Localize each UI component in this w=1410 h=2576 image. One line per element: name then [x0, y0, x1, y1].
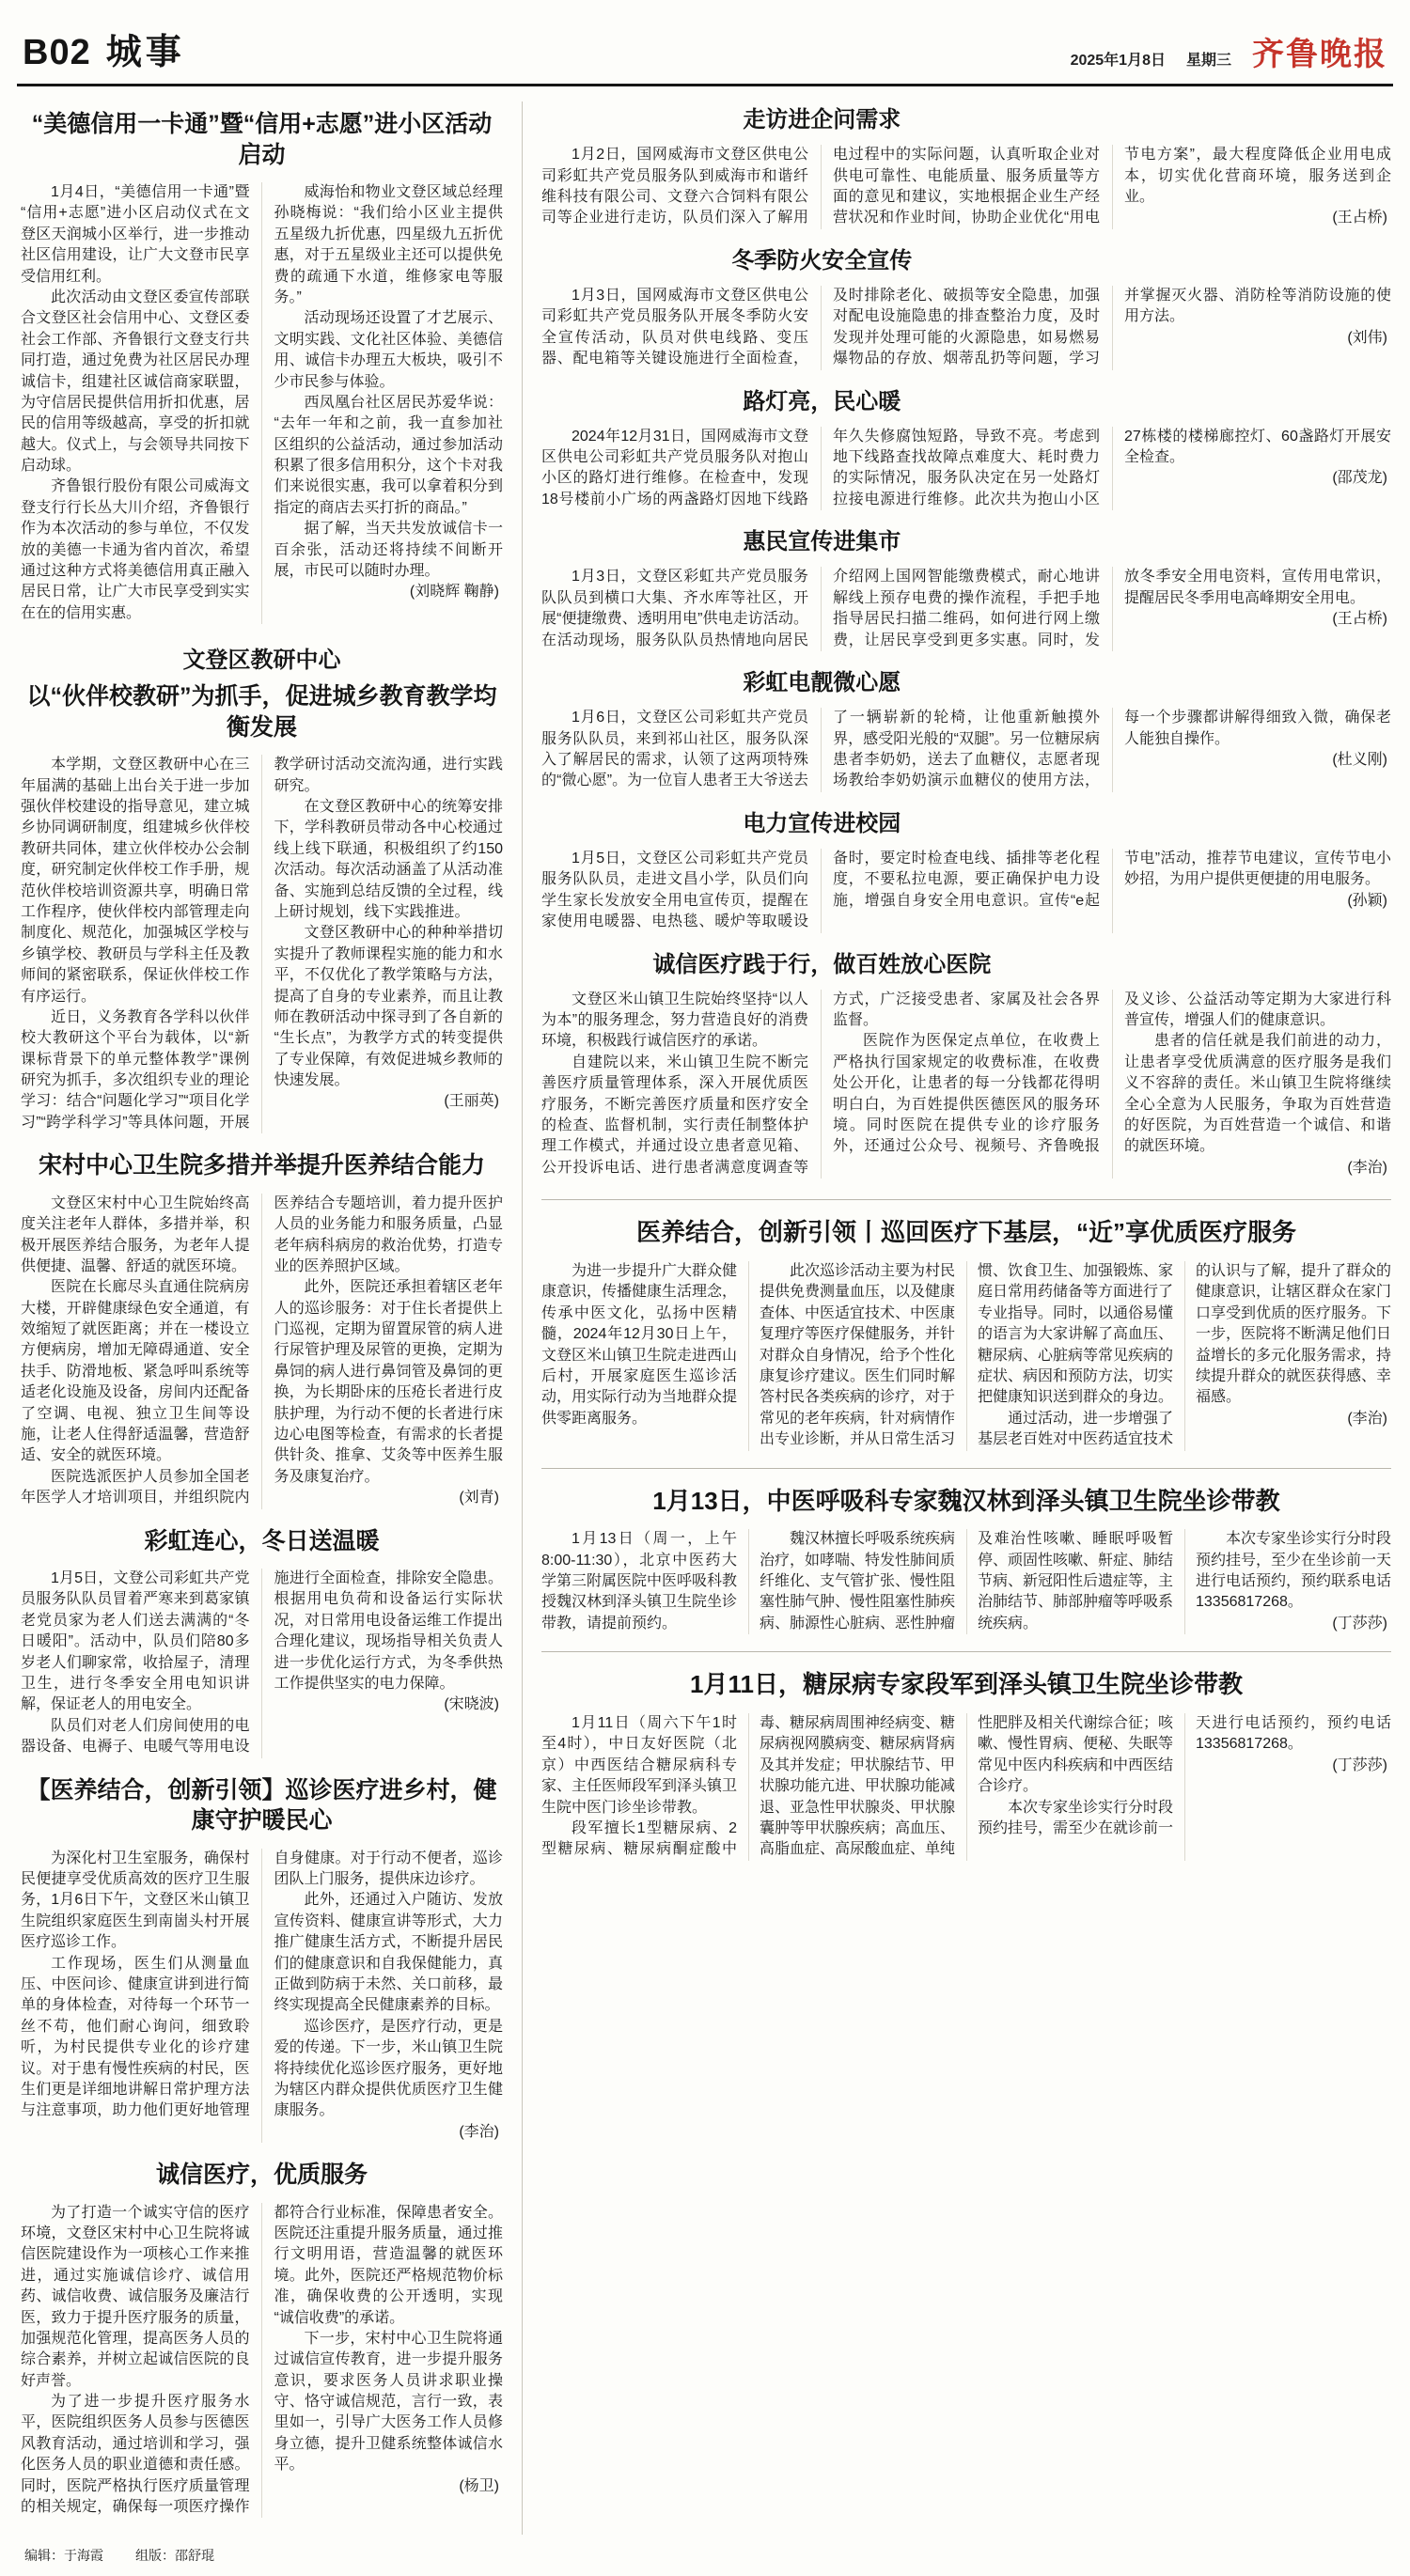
right-top-band: [541, 101, 1391, 1195]
article-teaching-research-center: [21, 641, 503, 1133]
article-market-promotion: [541, 527, 1391, 651]
article-campus-electricity-promo: [541, 809, 1391, 933]
paragraph: 患者的信任就是我们前进的动力，让患者享受优质满意的医疗服务是我们义不容辞的责任。米山镇卫生院将继续全心全意为人民服务，争取为百姓营造的好医院，为百姓营造一个诚信、和谐的就医环境。: [1124, 1033, 1391, 1155]
paragraph: 据了解，当天共发放诚信卡一百余张，活动还将持续不间断开展，市民可以随时办理。: [274, 521, 503, 580]
paragraph: 此次巡诊活动主要为村民提供免费测量血压，以及健康查体、中医适宜技术、中医康复理疗等医疗保健服务，并针对群众自身情况，给予个性化康复诊疗建议。医生们同时解答村民各类疾病的诊疗，对于常见的老年疾病，针对病情作出专业诊断，并从日常生活习惯、饮食卫生、加强锻炼、家庭日常用药储备等方面进行了专业指导。同时，以通俗易懂的语言为大家讲解了高血压、糖尿病、心脏病等常见疾病的症状、病因和预防方法，切实把健康知识送到群众的身边。: [760, 1263, 1174, 1448]
article-village-medical-tour: [21, 1775, 503, 2143]
byline: (丁莎莎): [1332, 1756, 1387, 1773]
byline: (刘伟): [1347, 329, 1387, 346]
edition-number: B02: [23, 33, 91, 72]
paragraph: 西凤凰台社区居民苏爱华说：“去年一年和之前，我一直参加社区组织的公益活动，通过参加活动积累了很多信用积分，这个卡对我们来说很实惠，我可以拿着积分到指定的商店去买打折的商品。”: [274, 394, 503, 516]
paragraph: 队员们对老人们房间使用的电器设备、电褥子、电暖气等用电设施进行全面检查，排除安全隐患。根据用电负荷和设备运行实际状况，对日常用电设备运维工作提出合理化建议，现场指导相关负责人进一步优化运行方式，为冬季供热工作提供坚实的电力保障。: [21, 1570, 503, 1756]
article-micro-wish: [541, 668, 1391, 792]
byline: (刘青): [459, 1490, 499, 1507]
paragraph: 活动现场还设置了才艺展示、文明实践、文化社区体验、美德信用、诚信卡办理五大板块，吸引不少市民参与体验。: [274, 310, 503, 390]
paragraph: 近日，义务教育各学科以伙伴校大教研这个平台为载体，以“新课标背景下的单元整体教学”课例研究为抓手，多次组织专业的理论学习：结合“问题化学习”“项目化学习”“跨学科学习”等具体问题，开展教学研讨活动交流沟通，进行实践研究。: [21, 757, 503, 1131]
paragraph: 威海怡和物业文登区域总经理孙晓梅说：“我们给小区业主提供五星级九折优惠，四星级九五折优惠，对于五星级业主还可以提供免费的疏通下水道，维修家电等服务。”: [274, 184, 503, 305]
article-body: [21, 1569, 503, 1758]
page-content: [15, 101, 1395, 2535]
article-enterprise-visit: [541, 105, 1391, 229]
newspaper-logo: 齐鲁晚报: [1252, 36, 1387, 73]
paragraph: 医院选派医护人员参加全国老年医学人才培训项目，并组织院内医养结合专题培训，着力提升医护人员的业务能力和服务质量，凸显老年病科病房的救治优势，打造专业的医养照护区域。: [21, 1194, 503, 1507]
byline: (杨卫): [459, 2477, 499, 2494]
publication-date: 2025年1月8日: [1070, 53, 1166, 69]
typesetting-credit: 组版：邵舒琨: [135, 2548, 214, 2564]
article-title: 电力宣传进校园: [743, 810, 901, 836]
article-body: [541, 1529, 1391, 1634]
paragraph: 1月3日，国网威海市文登区供电公司彩虹共产党员服务队开展冬季防火安全宣传活动，队员对供电线路、变压器、配电箱等关键设施进行全面检查，及时排除老化、破损等安全隐患，加强对配电设施隐患的排查整治力度，及时发现并处理可能的火源隐患，如易燃易爆物品的存放、烟蒂乱扔等问题，学习并掌握灭火器、消防栓等消防设施的使用方法。: [541, 287, 1391, 367]
byline: (刘晓辉 鞠静): [409, 584, 499, 601]
weekday: 星期三: [1185, 53, 1231, 69]
paragraph: 2024年12月31日，国网威海市文登区供电公司彩虹共产党员服务队对抱山小区的路灯进行维修。在检查中，发现18号楼前小广场的两盏路灯因地下线路年久失修腐蚀短路，导致不亮。考虑到地下线路查找故障点难度大、耗时费力的实际情况，服务队决定在另一处路灯拉接电源进行维修。此次共为抱山小区27栋楼的楼梯廊控灯、60盏路灯开展安全检查。: [541, 428, 1391, 507]
paragraph: 1月5日，文登公司彩虹共产党员服务队队员冒着严寒来到葛家镇老党员家为老人们送去满满的“冬日暖阳”。活动中，队员们陪80多岁老人们聊家常，收拾屋子，清理卫生，进行冬季安全用电知识讲解，保证老人的用电安全。: [21, 1570, 250, 1713]
section-title: 城事: [105, 33, 185, 72]
byline: (李治): [459, 2123, 499, 2140]
paragraph: 在文登区教研中心的统筹安排下，学科教研员带动各中心校通过线上线下联通，积极组织了约150次活动。每次活动涵盖了从活动准备、实施到总结反馈的全过程，线上研讨规划，线下实践推进。: [274, 798, 503, 920]
article-mobile-medical-grassroots: [541, 1199, 1391, 1450]
article-title: 彩虹连心，冬日送温暖: [144, 1527, 380, 1554]
paragraph: 1月6日，文登区公司彩虹共产党员服务队队员，来到祁山社区，服务队深入了解居民的需求，认领了这两项特殊的“微心愿”。为一位盲人患者王大爷送去了一辆崭新的轮椅，让他重新触摸外界，感受阳光般的“双腿”。另一位糖尿病患者李奶奶，送去了血糖仪，志愿者现场教给李奶奶演示血糖仪的使用方法，每一个步骤都讲解得细致入微，确保老人能独自操作。: [541, 710, 1391, 789]
article-body: [21, 1194, 503, 1509]
article-body: [541, 708, 1391, 792]
byline: (杜义刚): [1332, 751, 1387, 768]
paragraph: 1月5日，文登区公司彩虹共产党员服务队队员，走进文昌小学，队员们向学生家长发放安全用电宣传页，提醒在家使用电暖器、电热毯、暖炉等取暖设备时，要定时检查电线、插排等老化程度，不要私拉电源，要正确保护电力设施，增强自身安全用电意识。宣传“e起节电”活动，推荐节电建议，宣传节电小妙招，为用户提供更便捷的用电服务。: [541, 850, 1391, 930]
article-title: 【医养结合，创新引领】巡诊医疗进乡村，健康守护暖民心: [26, 1776, 497, 1834]
paragraph: 段军擅长1型糖尿病、2型糖尿病、糖尿病酮症酸中毒、糖尿病周围神经病变、糖尿病视网膜病变、糖尿病肾病及其并发症；甲状腺结节、甲状腺功能亢进、甲状腺功能减退、亚急性甲状腺炎、甲状腺囊肿等甲状腺疾病；高血压、高脂血症、高尿酸血症、单纯性肥胖及相关代谢综合征；咳嗽、慢性胃病、便秘、失眠等常见中医内科疾病和中西医结合诊疗。: [541, 1715, 1174, 1858]
date-block: [1071, 28, 1387, 74]
article-street-lamp-repair: [541, 387, 1391, 511]
article-trustworthy-hospital: [541, 950, 1391, 1179]
paragraph: 1月2日，国网威海市文登区供电公司彩虹共产党员服务队到威海市和谐纤维科技有限公司、文登六合饲料有限公司等企业进行走访，队员们深入了解用电过程中的实际问题，认真听取企业对供电可靠性、电能质量、服务质量等方面的意见和建议，实地根据企业生产经营状况和作业时间，协助企业优化“用电节电方案”，最大程度降低企业用电成本，切实优化营商环境，服务送到企业。: [541, 147, 1391, 226]
byline: (王占桥): [1332, 611, 1387, 628]
article-body: [541, 145, 1391, 229]
editor-credit: 编辑：于海霞: [24, 2548, 103, 2564]
article-body: [541, 849, 1391, 933]
paragraph: 1月13日（周一，上午8:00-11:30），北京中医药大学第三附属医院中医呼吸科教授魏汉林到泽头镇卫生院坐诊带教，请提前预约。: [541, 1531, 738, 1631]
article-body: [21, 1849, 503, 2143]
article-title: “美德信用一卡通”暨“信用+志愿”进小区活动启动: [31, 111, 493, 168]
paragraph: 巡诊医疗，是医疗行动，更是爱的传递。下一步，米山镇卫生院将持续优化巡诊医疗服务，更好地为辖区内群众提供优质医疗卫生健康服务。: [274, 2018, 503, 2119]
article-title: 诚信医疗践于行，做百姓放心医院: [652, 951, 992, 977]
article-body: [541, 567, 1391, 651]
byline: (邵茂龙): [1332, 470, 1387, 487]
byline: (李治): [1347, 1410, 1387, 1427]
paragraph: 下一步，宋村中心卫生院将通过诚信宣传教育，进一步提升服务意识，要求医务人员讲求职业操守、恪守诚信规范，言行一致，表里如一，引导广大医务工作人员修身立德，提升卫健系统整体诚信水平。: [274, 2330, 503, 2474]
right-bottom-band: [541, 1195, 1391, 1878]
article-title: 惠民宣传进集市: [743, 529, 901, 555]
right-column-group: [523, 101, 1395, 2535]
paragraph: 本学期，文登区教研中心在三年届满的基础上出台关于进一步加强伙伴校建设的指导意见，建立城乡协同调研制度，组建城乡伙伴校教研共同体，建立伙伴校办公会制度，研究制定伙伴校工作手册，规范伙伴校培训资源共享，明确日常工作程序，使伙伴校内部管理走向制度化、规范化，加强城区学校与乡镇学校、教研员与学科主任及教师间的紧密联系，保证伙伴校工作有序运行。: [21, 757, 250, 1005]
paragraph: 为进一步提升广大群众健康意识，传播健康生活理念，传承中医文化，弘扬中医精髓，2024年12月30日上午，文登区米山镇卫生院走进西山后村，开展家庭医生巡诊活动，用实际行动为当地群众提供零距离服务。: [541, 1263, 738, 1427]
article-winter-fire-safety: [541, 246, 1391, 370]
paragraph: 通过活动，进一步增强了基层老百姓对中医药适宜技术的认识与了解，提升了群众的健康意识，让辖区群众在家门口享受到优质的医疗服务。下一步，医院将不断满足他们日益增长的多元化服务需求，持续提升群众的就医获得感、幸福感。: [978, 1263, 1392, 1448]
page-footer: [15, 2535, 1395, 2568]
article-songcun-elder-care: [21, 1150, 503, 1508]
paragraph: 为了打造一个诚实守信的医疗环境，文登区宋村中心卫生院将诚信医院建设作为一项核心工作来推进，通过实施诚信诊疗、诚信用药、诚信收费、诚信服务及廉洁行医，致力于提升医疗服务的质量，加强规范化管理，提高医务人员的综合素养，并树立起诚信医院的良好声誉。: [21, 2204, 250, 2389]
paragraph: 医院作为医保定点单位，在收费上严格执行国家规定的收费标准，在收费处公开化，让患者的每一分钱都花得明明白白，为百姓提供医德医风的服务环境。同时医院在提供专业的诊疗服务外，还通过公众号、视频号、齐鲁晚报及义诊、公益活动等定期为大家进行科普宣传，增强人们的健康意识。: [833, 991, 1391, 1155]
paragraph: 1月3日，文登区彩虹共产党员服务队队员到横口大集、齐水库等社区，开展“便捷缴费、透明用电”供电走访活动。在活动现场，服务队队员热情地向居民介绍网上国网智能缴费模式，耐心地讲解线上预存电费的操作流程，手把手地指导居民扫描二维码，如何进行网上缴费，让居民享受到更多实惠。同时，发放冬季安全用电资料，宣传用电常识，提醒居民冬季用电高峰期安全用电。: [541, 569, 1391, 648]
paragraph: 本次专家坐诊实行分时段预约挂号，至少在坐诊前一天进行电话预约，预约联系电话13356817268。: [1196, 1531, 1392, 1611]
byline: (王占桥): [1332, 210, 1387, 226]
paragraph: 1月11日（周六下午1时至4时），中日友好医院（北京）中西医结合糖尿病科专家、主任医师段军到泽头镇卫生院中医门诊坐诊带教。: [541, 1715, 738, 1816]
article-title: 路灯亮，民心暖: [743, 388, 901, 414]
article-body: [541, 990, 1391, 1179]
paragraph: 文登区宋村中心卫生院始终高度关注老年人群体，多措并举，积极开展医养结合服务，为老年人提供便捷、温馨、舒适的就医环境。: [21, 1194, 250, 1274]
article-body: [21, 182, 503, 624]
article-title: 宋村中心卫生院多措并举提升医养结合能力: [38, 1152, 485, 1179]
paragraph: 此外，医院还承担着辖区老年人的巡诊服务：对于住长者提供上门巡视，定期为留置尿管的病人进行尿管护理及尿管的更换，定期为鼻饲的病人进行鼻饲管及鼻饲的更换，为长期卧床的压疮长者进行皮肤护理，为行动不便的长者进行床边心电图等检查，有需求的长者提供针灸、推拿、艾灸等中医养生服务及康复治疗。: [274, 1279, 503, 1485]
article-kicker: 文登区教研中心: [182, 648, 341, 674]
paragraph: 医院在长廊尽头直通住院病房大楼，开辟健康绿色安全通道，有效缩短了就医距离；并在一楼设立方便病房，增加无障碍通道、安全扶手、防滑地板、紧急呼叫系统等适老化设施及设备，房间内还配备了空调、电视、独立卫生间等设施，让老人住得舒适温馨，营造舒适、安全的就医环境。: [21, 1279, 250, 1464]
byline: (孙颖): [1347, 892, 1387, 909]
byline: (李治): [1347, 1159, 1387, 1176]
byline: (丁莎莎): [1332, 1615, 1387, 1631]
article-expert-duanjun-visit: [541, 1651, 1391, 1861]
left-column: [15, 101, 523, 2535]
article-rainbow-winter-warmth: [21, 1526, 503, 1758]
article-body: [541, 286, 1391, 370]
article-title: 走访进企问需求: [743, 107, 901, 133]
article-body: [541, 427, 1391, 511]
paragraph: 文登区教研中心的种种举措切实提升了教师课程实施的能力和水平，不仅优化了教学策略与方法，提高了自身的专业素养，而且让教师在教研活动中探寻到了各自新的“生长点”，为教学方式的转变提供了专业保障，有效促进城乡教师的快速发展。: [274, 925, 503, 1089]
page-header: [15, 17, 1395, 84]
paragraph: 为深化村卫生室服务，确保村民便捷享受优质高效的医疗卫生服务，1月6日下午，文登区米山镇卫生院组织家庭医生到南崮头村开展医疗巡诊工作。: [21, 1850, 250, 1951]
article-title: 诚信医疗，优质服务: [155, 2162, 368, 2189]
paragraph: 此次活动由文登区委宣传部联合文登区社会信用中心、文登区委社会工作部、齐鲁银行文登支行共同打造，通过免费为社区居民办理诚信卡，组建社区诚信商家联盟，为守信居民提供信用折扣优惠，居民的信用等级越高，享受的折扣就越大。仪式上，与会领导共同按下启动球。: [21, 289, 250, 475]
paragraph: 齐鲁银行股份有限公司威海文登支行行长丛大川介绍，齐鲁银行作为本次活动的参与单位，不仅发放的美德一卡通为省内首次，希望通过这种方式将美德信用真正融入居民日常，让广大市民享受到实实在在的信用实惠。: [21, 478, 250, 621]
article-body: [541, 1713, 1391, 1861]
header-rule: [17, 84, 1393, 86]
article-credit-card-launch: [21, 109, 503, 624]
article-expert-weihanlin-visit: [541, 1468, 1391, 1635]
paragraph: 魏汉林擅长呼吸系统疾病治疗，如哮喘、特发性肺间质纤维化、支气管扩张、慢性阻塞性肺气肿、慢性阻塞性肺疾病、肺源性心脏病、恶性肿瘤及难治性咳嗽、睡眠呼吸暂停、顽固性咳嗽、鼾症、肺结节病、新冠阳性后遗症等，主治肺结节、肺部肿瘤等呼吸系统疾病。: [760, 1531, 1174, 1631]
byline: (宋晓波): [444, 1696, 499, 1713]
byline: (王丽英): [444, 1093, 499, 1110]
paragraph: 1月4日，“美德信用一卡通”暨“信用+志愿”进小区启动仪式在文登区天润城小区举行，进一步推动社区信用建设，让广大文登市民享受信用红利。: [21, 184, 250, 285]
article-title: 冬季防火安全宣传: [731, 247, 913, 273]
paragraph: 文登区米山镇卫生院始终坚持“以人为本”的服务理念，努力营造良好的消费环境，积极践行诚信医疗的承诺。: [541, 991, 808, 1050]
article-body: [541, 1261, 1391, 1451]
paragraph: 为了进一步提升医疗服务水平，医院组织医务人员参与医德医风教育活动，通过培训和学习，强化医务人员的职业道德和责任感。同时，医院严格执行医疗质量管理的相关规定，确保每一项医疗操作都符合行业标准，保障患者安全。医院还注重提升服务质量，通过推行文明用语，营造温馨的就医环境。此外，医院还严格规范物价标准，确保收费的公开透明，实现“诚信收费”的承诺。: [21, 2204, 503, 2516]
article-title: 1月13日，中医呼吸科专家魏汉林到泽头镇卫生院坐诊带教: [652, 1486, 1280, 1515]
article-title: 1月11日，糖尿病专家段军到泽头镇卫生院坐诊带教: [690, 1670, 1243, 1699]
article-body: [21, 755, 503, 1133]
article-title: 彩虹电靓微心愿: [743, 670, 901, 695]
paragraph: 本次专家坐诊实行分时段预约挂号，需至少在就诊前一天进行电话预约，预约电话13356817268。: [978, 1715, 1391, 1837]
article-body: [21, 2203, 503, 2519]
paragraph: 工作现场，医生们从测量血压、中医问诊、健康宣讲到进行简单的身体检查，对待每一个环节一丝不苟，他们耐心询问，细致聆听，为村民提供专业化的诊疗建议。对于患有慢性疾病的村民，医生们更是详细地讲解日常护理方法与注意事项，助力他们更好地管理自身健康。对于行动不便者，巡诊团队上门服务，提供床边诊疗。: [21, 1850, 503, 2119]
article-honest-medical-service: [21, 2160, 503, 2518]
article-title: 医养结合，创新引领丨巡回医疗下基层，“近”享优质医疗服务: [635, 1218, 1296, 1247]
edition-block: [23, 23, 185, 74]
paragraph: 自建院以来，米山镇卫生院不断完善医疗质量管理体系，深入开展优质医疗服务，不断完善医疗质量和医疗安全的检查、监督机制，实行责任制整体护理工作模式，并通过设立患者意见箱、公开投诉电话、进行患者满意度调查等方式，广泛接受患者、家属及社会各界监督。: [541, 991, 1100, 1176]
paragraph: 此外，还通过入户随访、发放宣传资料、健康宣讲等形式，大力推广健康生活方式，不断提升居民们的健康意识和自我保健能力，真正做到防病于未然、关口前移，最终实现提高全民健康素养的目标。: [274, 1892, 503, 2014]
article-title: 以“伙伴校教研”为抓手，促进城乡教育教学均衡发展: [26, 683, 497, 741]
